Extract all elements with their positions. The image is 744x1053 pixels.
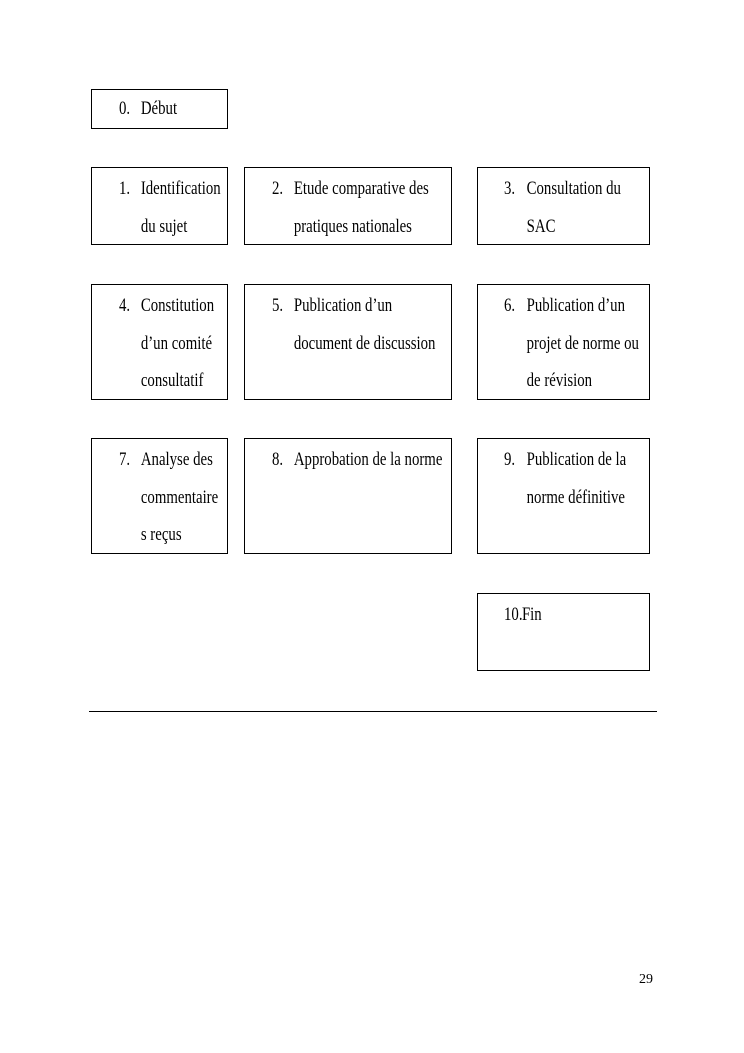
step-label-line: Consultation du [526,178,621,199]
step-label-line: commentaire [140,486,219,508]
step-label-line: SAC [526,215,556,237]
step-label-line: du sujet [140,215,188,237]
step-label-line: Identification [140,178,221,199]
step-number: 4. [119,295,131,316]
step-number: 10. [504,604,523,625]
step-label-line: norme définitive [526,486,625,508]
step-label-line: consultatif [140,370,204,391]
step-label-line: s reçus [140,524,182,545]
step-label-line: document de discussion [293,332,436,354]
step-number: 0. [119,98,131,119]
step-label: Début [140,98,178,119]
step-label-line: Approbation de la norme [293,449,443,470]
step-label-line: Publication de la [526,449,627,470]
step-number: 5. [272,295,284,316]
step-label-line: Analyse des [140,449,213,470]
step-label-line: d’un comité [140,332,213,354]
step-number: 3. [504,178,516,199]
step-label-line: Publication d’un [293,295,393,316]
step-label-line: Constitution [140,295,215,316]
step-label-line: Etude comparative des [293,178,429,199]
step-label-line: Publication d’un [526,295,626,316]
step-number: 6. [504,295,516,316]
step-label-line: Fin [521,604,542,625]
step-number: 1. [119,178,131,199]
step-number: 9. [504,449,516,470]
step-label-line: projet de norme ou [526,332,639,354]
page-number: 29 [639,972,653,987]
step-label-line: pratiques nationales [293,215,412,237]
horizontal-rule [89,711,657,712]
step-number: 8. [272,449,284,470]
step-label-line: de révision [526,370,593,391]
step-box-10 [477,593,650,671]
step-number: 7. [119,449,131,470]
step-number: 2. [272,178,284,199]
